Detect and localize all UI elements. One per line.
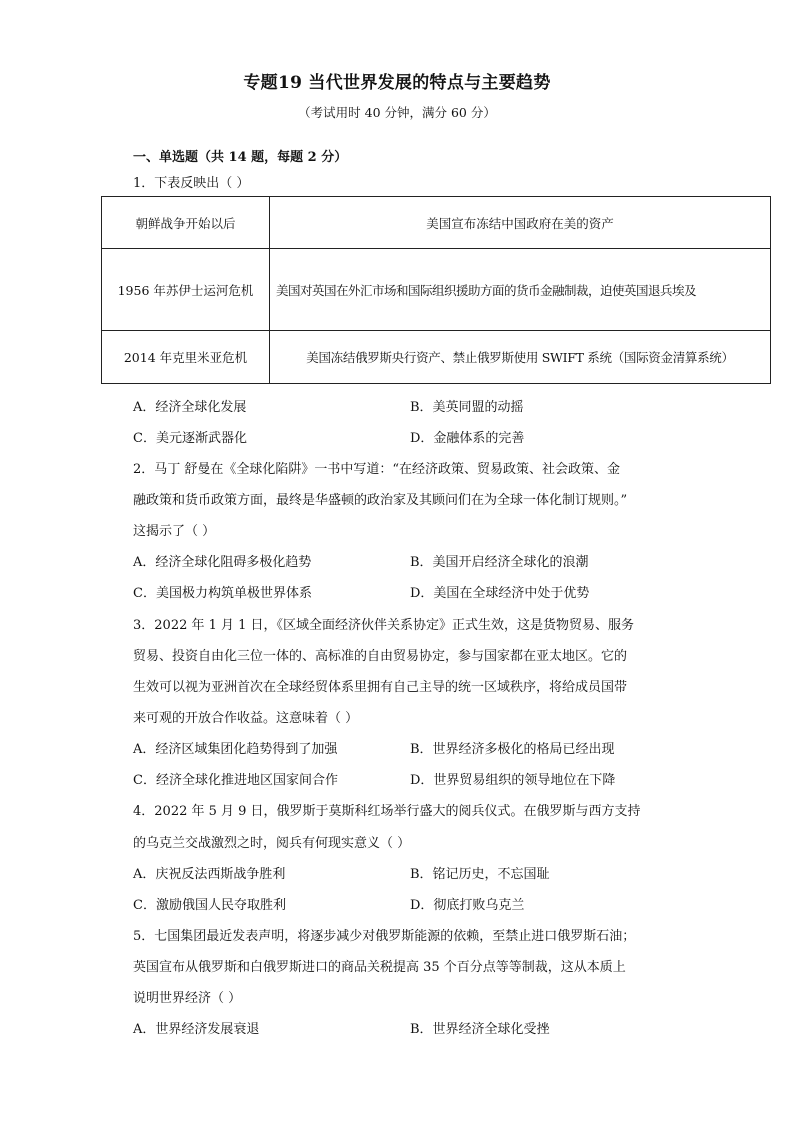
table-cell-event: 1956 年苏伊士运河危机: [102, 249, 270, 331]
q1-option-a[interactable]: A．经济全球化发展: [133, 400, 247, 415]
q5-line-2: 英国宣布从俄罗斯和白俄罗斯进口的商品关税提高 35 个百分点等等制裁，这从本质上: [133, 960, 626, 975]
q4-option-a[interactable]: A．庆祝反法西斯战争胜利: [133, 867, 286, 882]
q5-line-3: 说明世界经济（ ）: [133, 991, 242, 1006]
q3-option-c[interactable]: C．经济全球化推进地区国家间合作: [133, 773, 338, 788]
q4-option-b[interactable]: B．铭记历史，不忘国耻: [410, 867, 550, 882]
q3-line-3: 生效可以视为亚洲首次在全球经贸体系里拥有自己主导的统一区域秩序，将给成员国带: [133, 680, 628, 695]
q2-line-1: 2．马丁 舒曼在《全球化陷阱》一书中写道：“在经济政策、贸易政策、社会政策、金: [133, 462, 621, 477]
section-heading: 一、单选题（共 14 题，每题 2 分）: [133, 150, 348, 165]
q4-line-2: 的乌克兰交战激烈之时，阅兵有何现实意义（ ）: [133, 836, 411, 851]
q4-line-1: 4．2022 年 5 月 9 日，俄罗斯于莫斯科红场举行盛大的阅兵仪式。在俄罗斯与西方支持: [133, 804, 641, 819]
q3-line-2: 贸易、投资自由化三位一体的、高标准的自由贸易协定，参与国家都在亚太地区。它的: [133, 649, 628, 664]
q4-option-d[interactable]: D．彻底打败乌克兰: [410, 898, 525, 913]
q3-option-d[interactable]: D．世界贸易组织的领导地位在下降: [410, 773, 616, 788]
q3-option-a[interactable]: A．经济区域集团化趋势得到了加强: [133, 742, 338, 757]
q1-option-b[interactable]: B．美英同盟的动摇: [410, 400, 524, 415]
table-cell-event: 朝鲜战争开始以后: [102, 197, 270, 249]
q3-line-1: 3．2022 年 1 月 1 日，《区域全面经济伙伴关系协定》正式生效，这是货物贸易、服务: [133, 618, 635, 633]
table-cell-action: 美国对英国在外汇市场和国际组织援助方面的货币金融制裁，迫使英国退兵埃及: [270, 249, 771, 331]
q1-option-c[interactable]: C．美元逐渐武器化: [133, 431, 247, 446]
q2-option-b[interactable]: B．美国开启经济全球化的浪潮: [410, 555, 589, 570]
page-title: 专题19 当代世界发展的特点与主要趋势: [243, 73, 551, 93]
q4-option-c[interactable]: C．激励俄国人民夺取胜利: [133, 898, 286, 913]
q1-option-d[interactable]: D．金融体系的完善: [410, 431, 525, 446]
table-row: [102, 197, 771, 249]
q5-option-a[interactable]: A．世界经济发展衰退: [133, 1022, 260, 1037]
q2-line-2: 融政策和货币政策方面，最终是华盛顿的政治家及其顾问们在为全球一体化制订规则。”: [133, 493, 628, 508]
table-row: [102, 249, 771, 331]
page-subtitle: （考试用时 40 分钟，满分 60 分）: [298, 105, 496, 120]
q3-line-4: 来可观的开放合作收益。这意味着（ ）: [133, 711, 359, 726]
q2-option-d[interactable]: D．美国在全球经济中处于优势: [410, 586, 590, 601]
q1-stem: 1．下表反映出（ ）: [133, 176, 250, 191]
q1-table: [101, 196, 771, 384]
q2-option-c[interactable]: C．美国极力构筑单极世界体系: [133, 586, 312, 601]
q5-line-1: 5．七国集团最近发表声明，将逐步减少对俄罗斯能源的依赖，至禁止进口俄罗斯石油；: [133, 929, 636, 944]
table-cell-action: 美国宣布冻结中国政府在美的资产: [270, 197, 771, 249]
q2-option-a[interactable]: A．经济全球化阻碍多极化趋势: [133, 555, 312, 570]
table-cell-action: 美国冻结俄罗斯央行资产、禁止俄罗斯使用 SWIFT 系统（国际资金清算系统）: [270, 331, 771, 384]
table-row: [102, 331, 771, 384]
table-cell-event: 2014 年克里米亚危机: [102, 331, 270, 384]
q2-line-3: 这揭示了（ ）: [133, 524, 216, 539]
q3-option-b[interactable]: B．世界经济多极化的格局已经出现: [410, 742, 615, 757]
q5-option-b[interactable]: B．世界经济全球化受挫: [410, 1022, 550, 1037]
